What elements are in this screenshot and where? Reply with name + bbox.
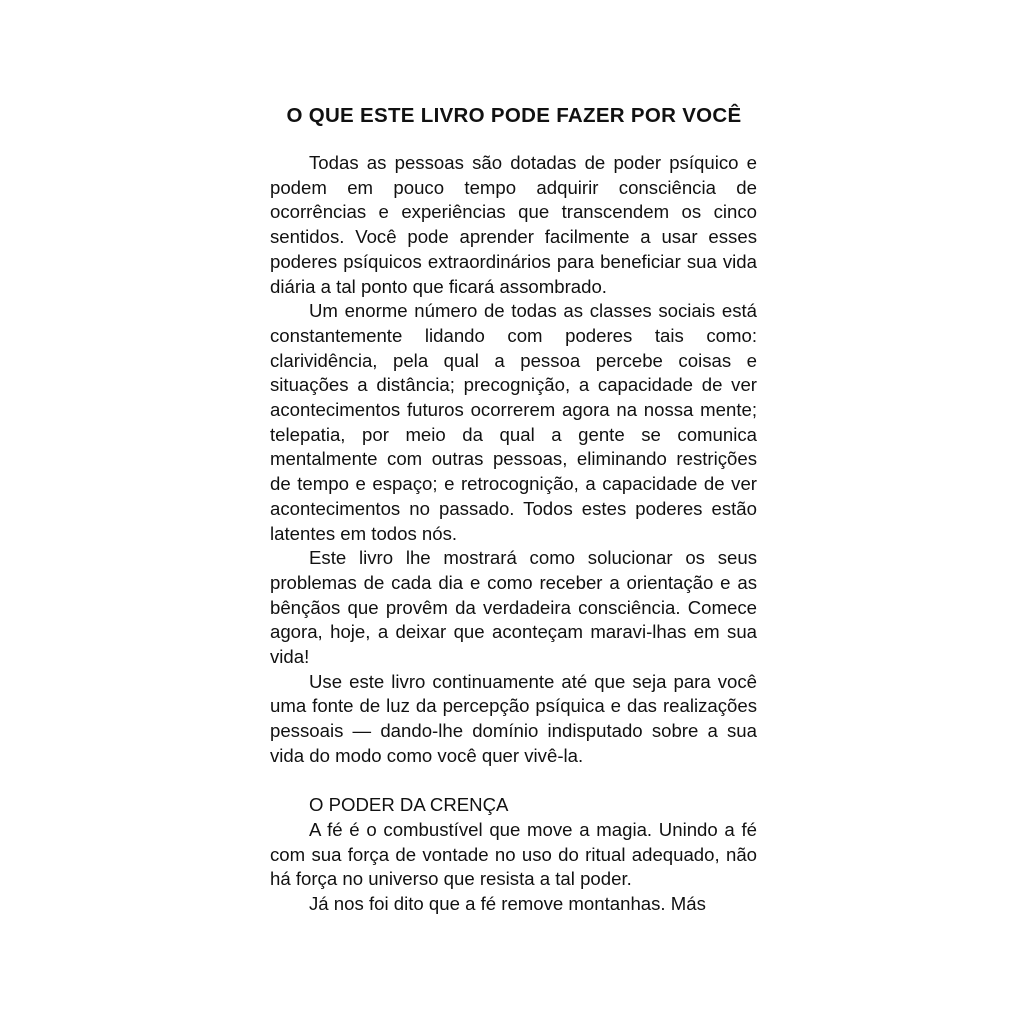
section-paragraph-1: A fé é o combustível que move a magia. Unindo a fé com sua força de vontade no uso do ritual adequado, não há força no universo que resista a tal poder. (270, 818, 757, 890)
body-text (270, 151, 757, 917)
paragraph-2: Um enorme número de todas as classes sociais está constantemente lidando com poderes tais como: clarividência, pela qual a pessoa percebe coisas e situações a distância; precognição, a capacidade de ver acontecimentos futuros ocorrerem agora na nossa mente; telepatia, por meio da qual a gente se comunica mentalmente com outras pessoas, eliminando restrições de tempo e espaço; e retrocognição, a capacidade de ver acontecimentos no passado. Todos estes poderes estão latentes em todos nós. (270, 300, 757, 544)
paragraph-3: Este livro lhe mostrará como solucionar os seus problemas de cada dia e como receber a orientação e as bênçãos que provêm da verdadeira consciência. Comece agora, hoje, a deixar que aconteçam maravi-lhas em sua vida! (270, 547, 757, 668)
paragraph-4: Use este livro continuamente até que seja para você uma fonte de luz da percepção psíquica e das realizações pessoais — dando-lhe domínio indisputado sobre a sua vida do modo como você quer vivê-la. (270, 670, 757, 766)
section-paragraph-2: Já nos foi dito que a fé remove montanhas. Más (309, 893, 706, 915)
page-title: O QUE ESTE LIVRO PODE FAZER POR VOCÊ (286, 104, 742, 127)
section-heading: O PODER DA CRENÇA (309, 794, 509, 816)
paragraph-1: Todas as pessoas são dotadas de poder psíquico e podem em pouco tempo adquirir consciência de ocorrências e experiências que transcendem os cinco sentidos. Você pode aprender facilmente a usar esses poderes psíquicos extraordinários para beneficiar sua vida diária a tal ponto que ficará assombrado. (270, 152, 757, 297)
